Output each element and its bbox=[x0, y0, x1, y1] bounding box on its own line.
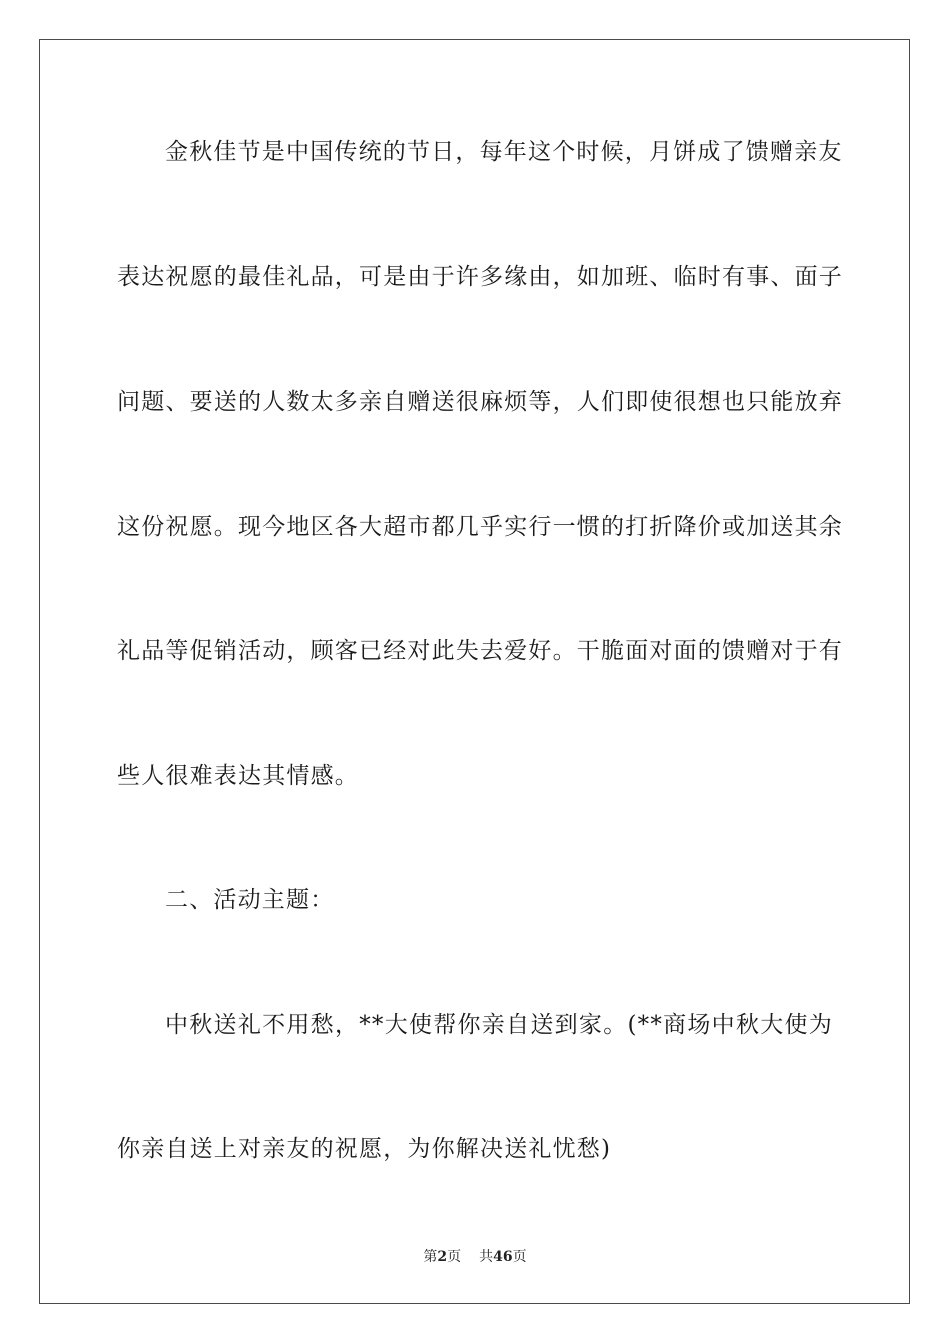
page-footer bbox=[0, 1248, 950, 1266]
total-suffix: 页 bbox=[512, 1249, 527, 1265]
page-border bbox=[39, 39, 910, 1304]
paragraph-line-8: 中秋送礼不用愁，**大使帮你亲自送到家。(**商场中秋大使为 bbox=[165, 1012, 833, 1038]
paragraph-line-2: 表达祝愿的最佳礼品，可是由于许多缘由，如加班、临时有事、面子 bbox=[117, 264, 843, 290]
section-heading: 二、活动主题： bbox=[165, 887, 335, 913]
paragraph-line-3: 问题、要送的人数太多亲自赠送很麻烦等，人们即使很想也只能放弃 bbox=[117, 389, 843, 415]
page-prefix: 第 bbox=[423, 1249, 438, 1265]
paragraph-line-6: 些人很难表达其情感。 bbox=[117, 763, 359, 789]
paragraph-line-1: 金秋佳节是中国传统的节日，每年这个时候，月饼成了馈赠亲友 bbox=[165, 139, 843, 165]
paragraph-line-5: 礼品等促销活动，顾客已经对此失去爱好。干脆面对面的馈赠对于有 bbox=[117, 638, 843, 664]
page-suffix: 页 bbox=[447, 1249, 462, 1265]
total-pages: 46 bbox=[493, 1249, 513, 1265]
paragraph-line-9: 你亲自送上对亲友的祝愿，为你解决送礼忧愁) bbox=[117, 1136, 612, 1162]
paragraph-line-4: 这份祝愿。现今地区各大超市都几乎实行一惯的打折降价或加送其余 bbox=[117, 514, 843, 540]
total-prefix: 共 bbox=[479, 1249, 494, 1265]
page-number: 2 bbox=[437, 1249, 448, 1265]
